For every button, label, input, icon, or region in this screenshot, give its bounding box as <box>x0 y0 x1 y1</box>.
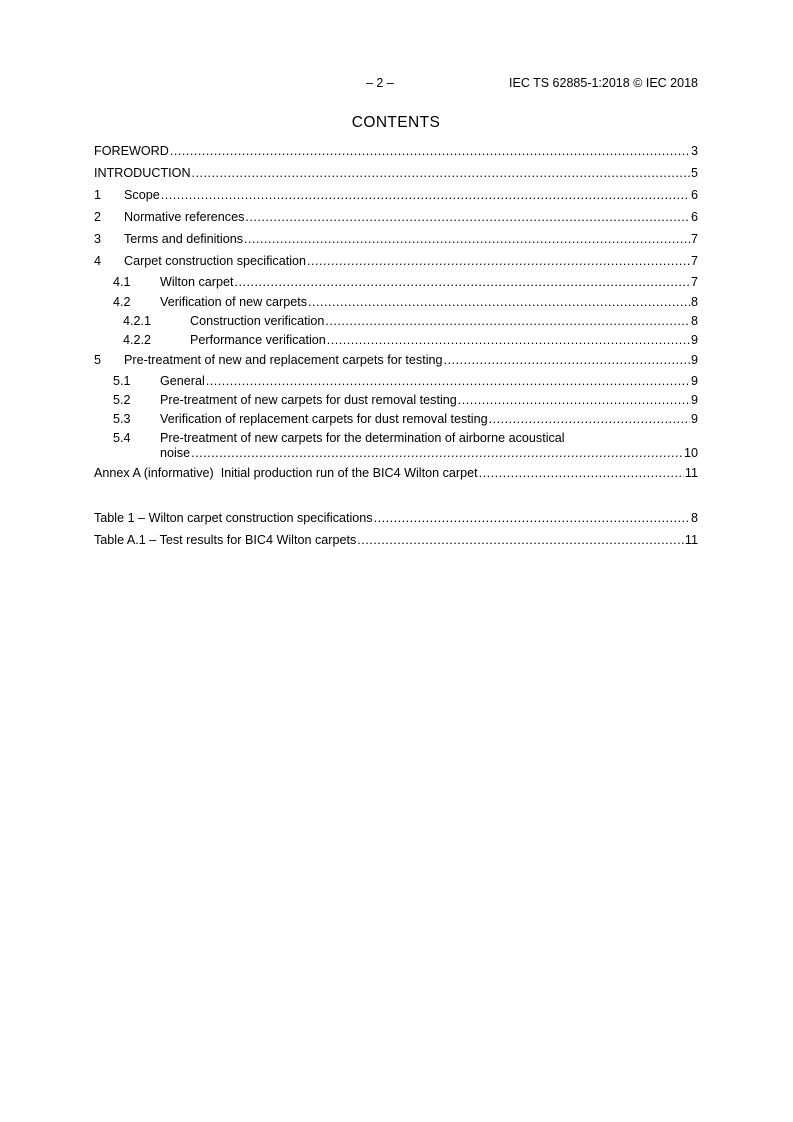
toc-entry-page: 8 <box>690 295 698 309</box>
leader-dots <box>170 144 690 159</box>
toc-entry-number: 4 <box>94 254 102 268</box>
toc-entry-number: 4.1 <box>113 275 131 289</box>
toc-entry-number: 5.3 <box>113 412 131 426</box>
toc-entry-title: Verification of new carpets <box>160 295 308 309</box>
toc-entry-number: 3 <box>94 232 102 246</box>
toc-entry-5-1[interactable] <box>94 374 698 393</box>
toc-entry-number: 5 <box>94 353 102 367</box>
toc-entry-title: Normative references <box>124 210 245 224</box>
toc-entry-page: 7 <box>690 275 698 289</box>
toc-entry-3[interactable] <box>94 232 698 254</box>
toc-entry-page: 10 <box>683 446 698 460</box>
toc-entry-title: Pre-treatment of new carpets for dust removal testing <box>160 393 457 407</box>
leader-dots <box>327 333 690 348</box>
leader-dots <box>479 466 684 481</box>
toc-entry-1[interactable] <box>94 188 698 210</box>
toc-entry-title: Annex A (informative) Initial production run of the BIC4 Wilton carpet <box>94 466 478 480</box>
toc-entry-2[interactable] <box>94 210 698 232</box>
toc-entry-title: General <box>160 374 205 388</box>
toc-entry-4-2[interactable] <box>94 295 698 314</box>
toc-entry-page: 9 <box>690 353 698 367</box>
table-entry-title: Table 1 – Wilton carpet construction specifications <box>94 511 373 525</box>
toc-entry-number: 4.2 <box>113 295 131 309</box>
toc-entry-title: FOREWORD <box>94 144 169 158</box>
table-entry-a1[interactable] <box>94 533 698 555</box>
toc-entry-number: 4.2.1 <box>123 314 152 328</box>
toc-entry-title: Wilton carpet <box>160 275 234 289</box>
leader-dots <box>244 232 690 247</box>
toc-entry-title-line1: Pre-treatment of new carpets for the determination of airborne acoustical <box>160 431 565 445</box>
toc-entry-foreword[interactable] <box>94 144 698 166</box>
toc-entry-title: Construction verification <box>190 314 325 328</box>
toc-entry-title: Carpet construction specification <box>124 254 307 268</box>
toc-entry-title: Terms and definitions <box>124 232 244 246</box>
leader-dots <box>206 374 690 389</box>
page-number: – 2 – <box>366 76 394 90</box>
toc-entry-number: 2 <box>94 210 102 224</box>
toc-entry-4-1[interactable] <box>94 275 698 295</box>
toc-entry-5-3[interactable] <box>94 412 698 431</box>
leader-dots <box>308 295 690 310</box>
toc-entry-page: 7 <box>690 254 698 268</box>
toc-entry-page: 9 <box>690 333 698 347</box>
table-entry-page: 11 <box>684 533 698 547</box>
toc-entry-annex-a[interactable] <box>94 466 698 488</box>
toc-entry-4-2-1[interactable] <box>94 314 698 333</box>
leader-dots <box>307 254 690 269</box>
toc-entry-title: Performance verification <box>190 333 326 347</box>
toc-entry-page: 3 <box>690 144 698 158</box>
leader-dots <box>325 314 690 329</box>
leader-dots <box>357 533 684 548</box>
toc-entry-page: 9 <box>690 412 698 426</box>
toc-entry-page: 7 <box>690 232 698 246</box>
toc-entry-introduction[interactable] <box>94 166 698 188</box>
toc-entry-number: 5.1 <box>113 374 131 388</box>
document-reference: IEC TS 62885-1:2018 © IEC 2018 <box>509 76 698 90</box>
page-title: CONTENTS <box>351 114 441 131</box>
toc-entry-5[interactable] <box>94 353 698 374</box>
toc-entry-title: Pre-treatment of new and replacement carpets for testing <box>124 353 443 367</box>
toc-entry-number: 1 <box>94 188 102 202</box>
toc-entry-page: 11 <box>684 466 698 480</box>
toc-entry-title-line2: noise <box>160 446 191 460</box>
toc-entry-page: 6 <box>690 188 698 202</box>
toc-entry-page: 9 <box>690 374 698 388</box>
toc-entry-page: 6 <box>690 210 698 224</box>
table-entry-title: Table A.1 – Test results for BIC4 Wilton carpets <box>94 533 357 547</box>
toc-entry-page: 9 <box>690 393 698 407</box>
list-of-tables <box>94 511 698 555</box>
toc-entry-title: INTRODUCTION <box>94 166 191 180</box>
toc-entry-title: Scope <box>124 188 160 202</box>
toc-entry-number: 5.4 <box>113 431 131 445</box>
leader-dots <box>374 511 690 526</box>
leader-dots <box>191 446 683 461</box>
leader-dots <box>235 275 690 290</box>
toc-entry-number: 5.2 <box>113 393 131 407</box>
page-header <box>94 76 698 92</box>
toc-entry-page: 8 <box>690 314 698 328</box>
leader-dots <box>192 166 690 181</box>
leader-dots <box>161 188 690 203</box>
toc-entry-number: 4.2.2 <box>123 333 152 347</box>
toc-entry-4[interactable] <box>94 254 698 275</box>
leader-dots <box>489 412 690 427</box>
toc-entry-title: Verification of replacement carpets for dust removal testing <box>160 412 488 426</box>
leader-dots <box>458 393 690 408</box>
toc-entry-5-4[interactable] <box>94 431 698 466</box>
table-entry-1[interactable] <box>94 511 698 533</box>
leader-dots <box>245 210 690 225</box>
table-entry-page: 8 <box>690 511 698 525</box>
toc-entry-page: 5 <box>690 166 698 180</box>
leader-dots <box>444 353 690 368</box>
toc-entry-5-2[interactable] <box>94 393 698 412</box>
toc-entry-4-2-2[interactable] <box>94 333 698 353</box>
table-of-contents <box>94 144 698 488</box>
